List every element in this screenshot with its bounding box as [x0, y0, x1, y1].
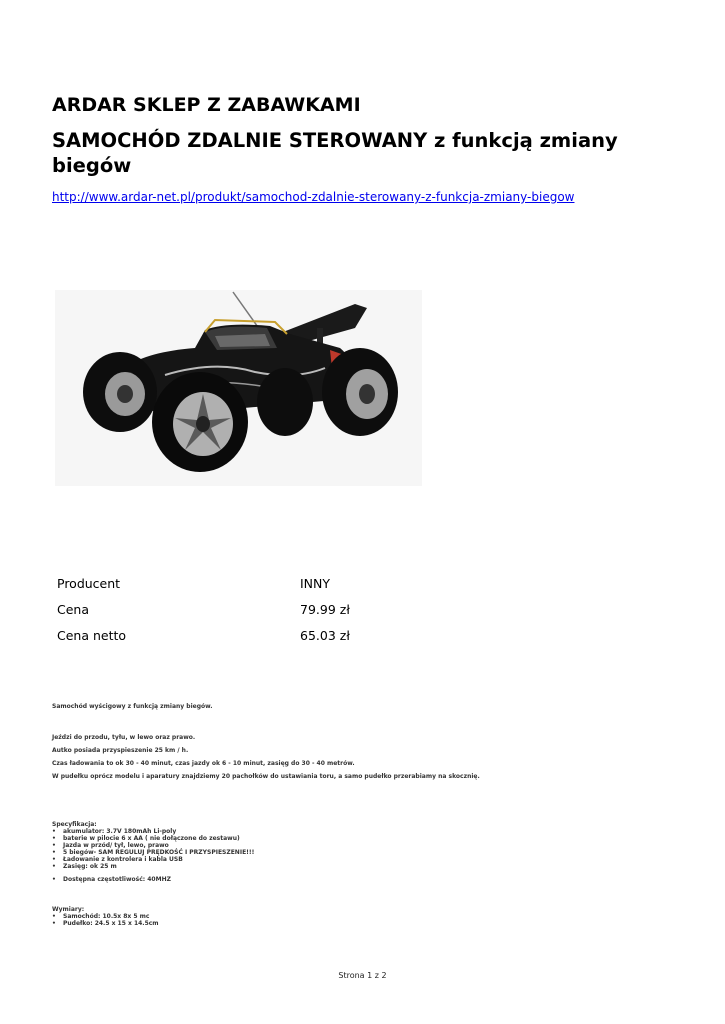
- description-line: W pudełku oprócz modelu i aparatury znajdziemy 20 pachołków do ustawiania toru, a samo pudełko przerabiamy na skocznię.: [52, 773, 480, 780]
- spec-label: Producent: [57, 576, 121, 591]
- frequency-list: [52, 876, 672, 883]
- rc-car-image: [55, 290, 422, 486]
- spec-row-producer: [57, 574, 417, 600]
- description-line: Autko posiada przyspieszenie 25 km / h.: [52, 747, 189, 754]
- product-title: SAMOCHÓD ZDALNIE STEROWANY z funkcją zmiany biegów: [52, 129, 618, 177]
- list-item: • Samochód: 10.5x 8x 5 mc: [52, 913, 672, 920]
- list-item: • Dostępna częstotliwość: 40MHZ: [52, 876, 672, 883]
- spec-value: 65.03 zł: [300, 628, 350, 643]
- spec-label: Cena: [57, 602, 90, 617]
- dimensions-heading: Wymiary:: [52, 906, 85, 913]
- dimensions-list: [52, 906, 672, 927]
- list-item: • akumulator: 3.7V 180mAh Li-poly: [52, 828, 672, 835]
- spec-value: 79.99 zł: [300, 602, 350, 617]
- shop-title: ARDAR SKLEP Z ZABAWKAMI: [52, 94, 361, 116]
- list-item: • Ładowanie z kontrolera i kabla USB: [52, 856, 672, 863]
- list-item: • Zasięg: ok 25 m: [52, 863, 672, 870]
- spec-row-price: [57, 600, 417, 626]
- description-line: Czas ładowania to ok 30 - 40 minut, czas jazdy ok 6 - 10 minut, zasięg do 30 - 40 metrów.: [52, 760, 355, 767]
- spec-row-net-price: [57, 626, 417, 652]
- product-specs-table: [57, 574, 417, 652]
- spec-label: Cena netto: [57, 628, 127, 643]
- product-link[interactable]: http://www.ardar-net.pl/produkt/samochod-zdalnie-sterowany-z-funkcja-zmiany-biegow: [52, 190, 575, 204]
- specification-list: [52, 821, 672, 870]
- list-item: • Pudełko: 24.5 x 15 x 14.5cm: [52, 920, 672, 927]
- spec-value: INNY: [300, 576, 331, 591]
- list-item: • baterie w pilocie 6 x AA ( nie dołączone do zestawu): [52, 835, 672, 842]
- list-item: • 5 biegów- SAM REGULUJ PRĘDKOŚĆ I PRZYSPIESZENIE!!!: [52, 849, 672, 856]
- specification-heading: Specyfikacja:: [52, 821, 97, 828]
- list-item: • Jazda w przód/ tył, lewo, prawo: [52, 842, 672, 849]
- page-number: Strona 1 z 2: [338, 971, 387, 980]
- description-line: Jeździ do przodu, tyłu, w lewo oraz prawo.: [52, 734, 196, 741]
- description-intro: Samochód wyścigowy z funkcją zmiany biegów.: [52, 703, 213, 710]
